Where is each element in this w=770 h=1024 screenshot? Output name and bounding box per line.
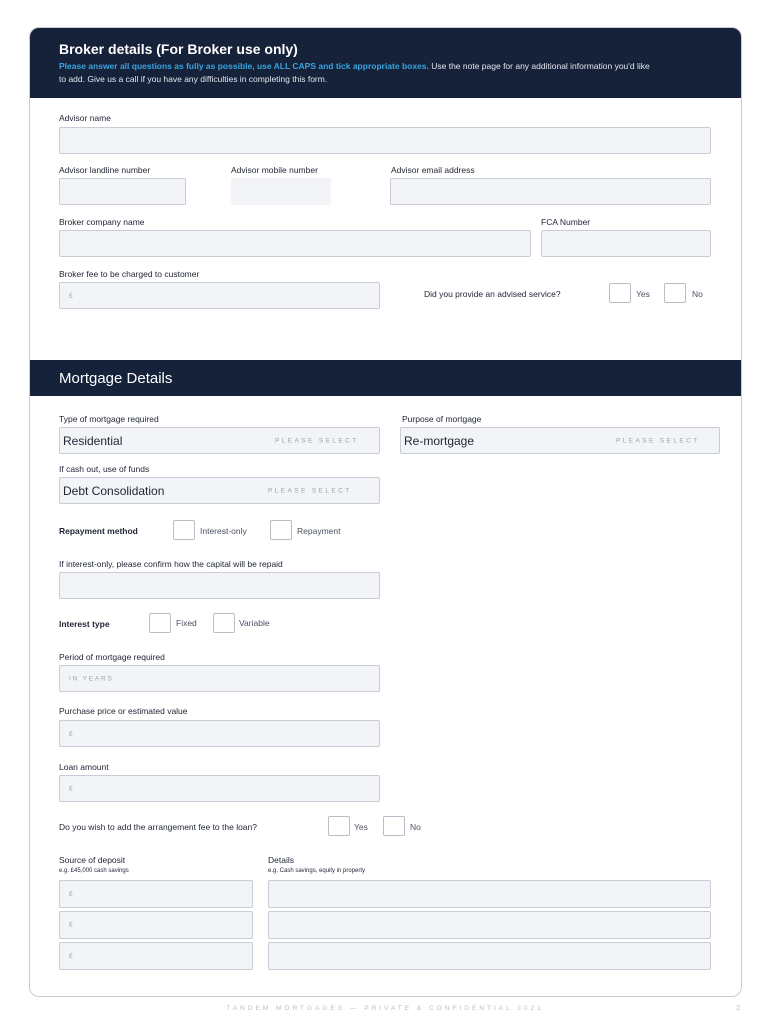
deposit-source-placeholder-2: £ [69, 921, 75, 929]
broker-fee-label: Broker fee to be charged to customer [59, 269, 200, 279]
mortgage-type-value: Residential [63, 433, 123, 448]
advisor-landline-input[interactable] [59, 178, 186, 205]
variable-option-label: Variable [239, 618, 270, 628]
broker-fee-input[interactable] [59, 282, 380, 309]
footer-text: TANDEM MORTGAGES — PRIVATE & CONFIDENTIAL 2021 [226, 1005, 544, 1012]
fixed-checkbox[interactable] [149, 613, 171, 633]
cash-out-label: If cash out, use of funds [59, 464, 150, 474]
instructions-emphasis: Please answer all questions as fully as possible, use ALL CAPS and tick appropriate boxes. [59, 61, 429, 71]
purchase-price-input[interactable] [59, 720, 380, 747]
capital-repayment-label: If interest-only, please confirm how the capital will be repaid [59, 559, 283, 569]
mortgage-period-label: Period of mortgage required [59, 652, 165, 662]
broker-company-label: Broker company name [59, 217, 145, 227]
arrangement-fee-question: Do you wish to add the arrangement fee to the loan? [59, 822, 257, 832]
mortgage-purpose-select[interactable] [400, 427, 720, 454]
mortgage-purpose-value: Re-mortgage [404, 433, 475, 448]
cash-out-value: Debt Consolidation [63, 483, 165, 498]
deposit-details-input-3[interactable] [268, 942, 711, 970]
deposit-source-placeholder-3: £ [69, 952, 75, 960]
deposit-details-label: Details [268, 855, 294, 865]
deposit-source-label: Source of deposit [59, 855, 126, 865]
advisor-email-input[interactable] [390, 178, 711, 205]
variable-checkbox[interactable] [213, 613, 235, 633]
broker-details-header [30, 28, 741, 98]
arrangement-yes-label: Yes [354, 822, 368, 832]
capital-repayment-input[interactable] [59, 572, 380, 599]
advised-yes-checkbox[interactable] [609, 283, 631, 303]
loan-amount-input[interactable] [59, 775, 380, 802]
repayment-checkbox[interactable] [270, 520, 292, 540]
interest-only-label: Interest-only [200, 526, 247, 536]
advisor-name-label: Advisor name [59, 113, 111, 123]
deposit-source-input-2[interactable] [59, 911, 253, 939]
deposit-source-input-3[interactable] [59, 942, 253, 970]
arrangement-no-label: No [410, 822, 421, 832]
mortgage-type-select[interactable] [59, 427, 380, 454]
broker-section-title: Broker details (For Broker use only) [59, 41, 298, 57]
advised-no-label: No [692, 289, 703, 299]
deposit-details-input-2[interactable] [268, 911, 711, 939]
advisor-mobile-input[interactable] [231, 178, 331, 205]
advisor-email-label: Advisor email address [391, 165, 475, 175]
purchase-price-label: Purchase price or estimated value [59, 706, 188, 716]
mortgage-purpose-label: Purpose of mortgage [402, 414, 482, 424]
mortgage-period-placeholder: IN YEARS [69, 675, 114, 682]
cash-out-placeholder: PLEASE SELECT [268, 487, 352, 494]
mortgage-type-label: Type of mortgage required [59, 414, 159, 424]
fca-number-label: FCA Number [541, 217, 591, 227]
advisor-landline-label: Advisor landline number [59, 165, 151, 175]
application-form-card [29, 27, 742, 997]
mortgage-type-placeholder: PLEASE SELECT [275, 437, 359, 444]
mortgage-period-input[interactable] [59, 665, 380, 692]
arrangement-yes-checkbox[interactable] [328, 816, 350, 836]
interest-only-checkbox[interactable] [173, 520, 195, 540]
mortgage-purpose-placeholder: PLEASE SELECT [616, 437, 700, 444]
broker-company-input[interactable] [59, 230, 531, 257]
instructions-rest: Use the note page for any additional information you'd like to add. Give us a call if you have any difficulties in completing this form. [59, 61, 650, 84]
cash-out-select[interactable] [59, 477, 380, 504]
loan-amount-label: Loan amount [59, 762, 109, 772]
advised-yes-label: Yes [636, 289, 650, 299]
loan-amount-placeholder: £ [69, 785, 75, 792]
repayment-method-label: Repayment method [59, 526, 138, 536]
mortgage-section-title: Mortgage Details [59, 370, 173, 387]
fca-number-input[interactable] [541, 230, 711, 257]
advised-service-question: Did you provide an advised service? [424, 289, 561, 299]
deposit-details-input-1[interactable] [268, 880, 711, 908]
deposit-details-example: e.g. Cash savings, equity in property [268, 868, 366, 874]
page-number: 2 [736, 1005, 740, 1012]
fixed-option-label: Fixed [176, 618, 197, 628]
advisor-name-input[interactable] [59, 127, 711, 154]
deposit-source-example: e.g. £45,000 cash savings [59, 868, 129, 874]
arrangement-no-checkbox[interactable] [383, 816, 405, 836]
purchase-price-placeholder: £ [69, 730, 75, 737]
advised-no-checkbox[interactable] [664, 283, 686, 303]
advisor-mobile-label: Advisor mobile number [231, 165, 318, 175]
repayment-option-label: Repayment [297, 526, 341, 536]
broker-fee-placeholder: £ [69, 292, 75, 299]
deposit-source-input-1[interactable] [59, 880, 253, 908]
broker-instructions [59, 60, 659, 86]
deposit-source-placeholder-1: £ [69, 890, 75, 898]
interest-type-label: Interest type [59, 619, 110, 629]
